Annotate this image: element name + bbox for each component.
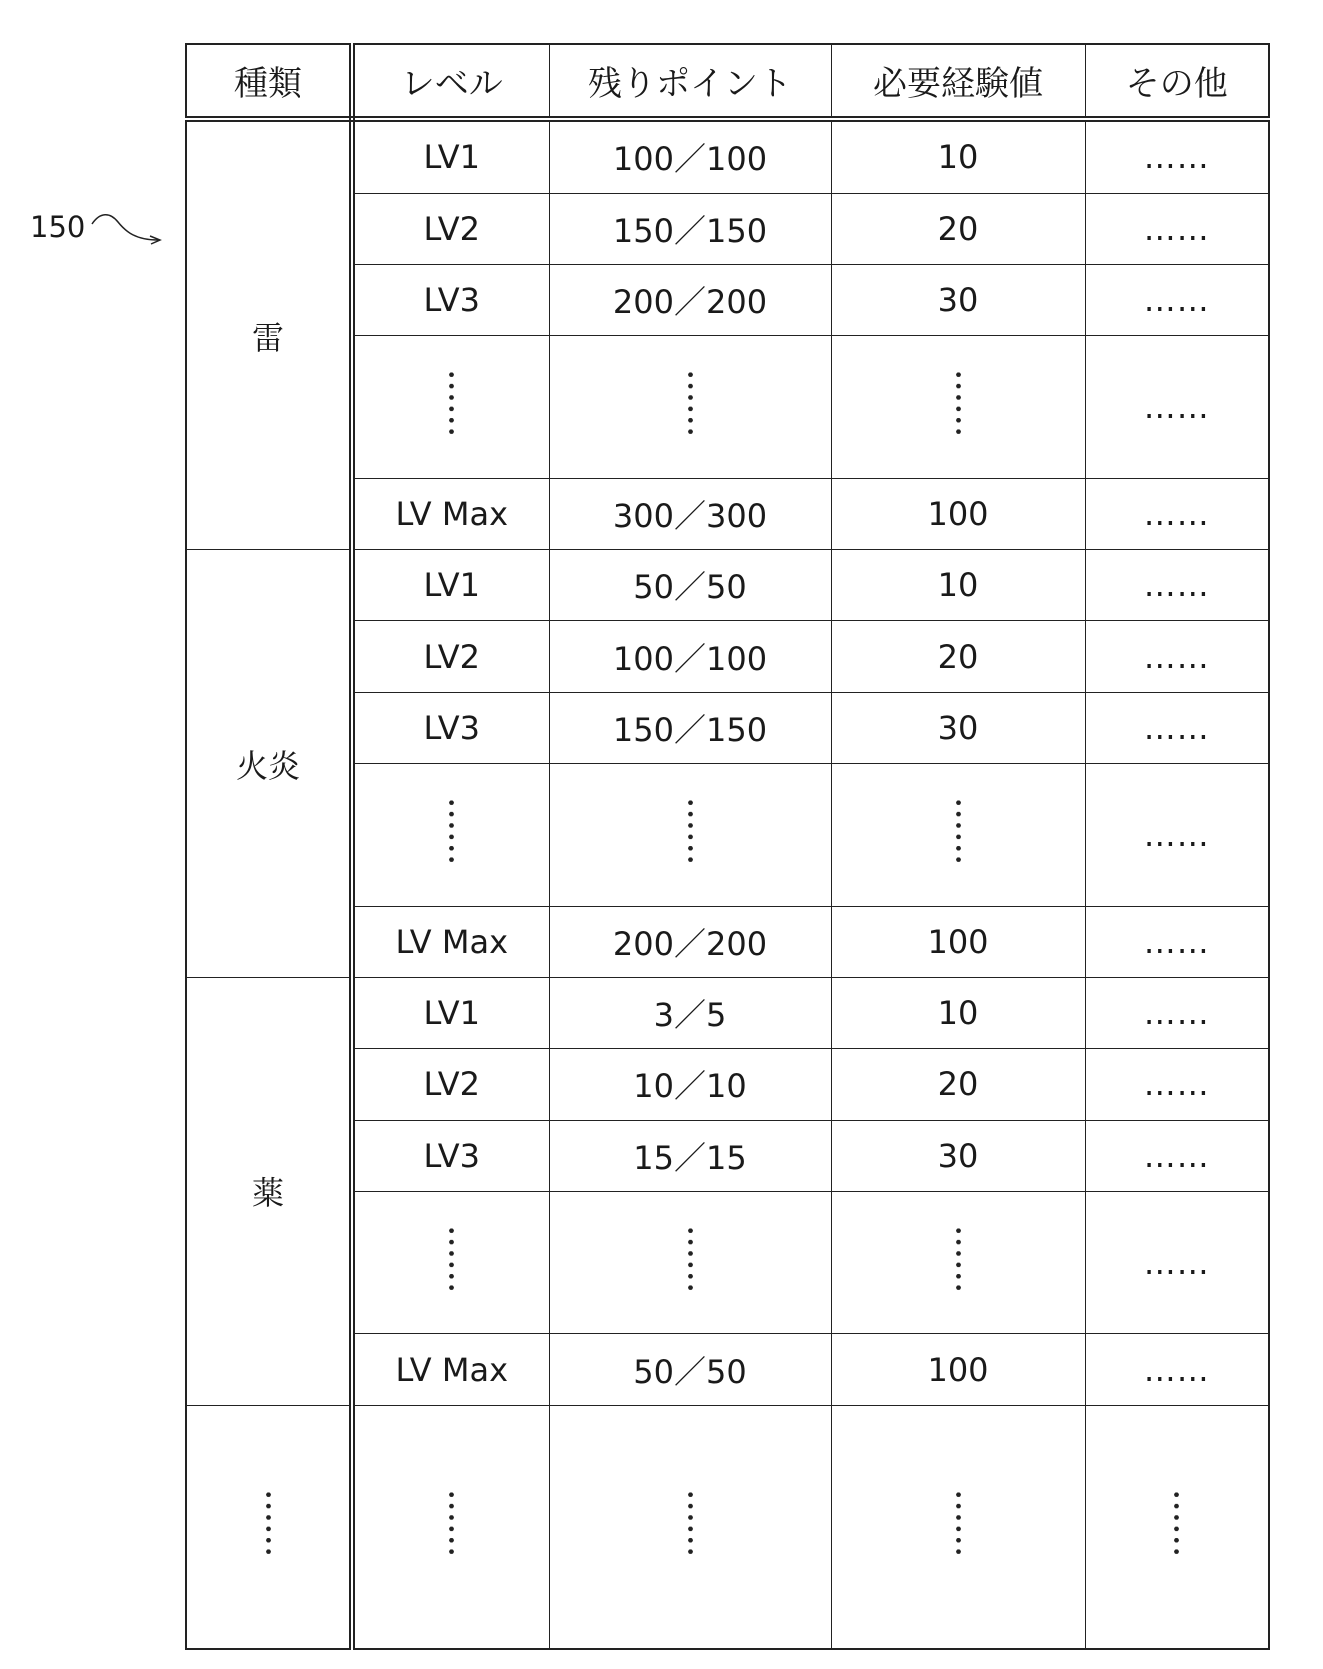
exp-cell: 20 xyxy=(831,621,1085,692)
other-cell: …… xyxy=(1085,478,1269,549)
table-row xyxy=(186,550,1269,621)
continuation-cell xyxy=(549,1405,831,1649)
points-cell: 150／150 xyxy=(549,692,831,763)
other-cell: …… xyxy=(1085,264,1269,335)
exp-cell: 100 xyxy=(831,906,1085,977)
exp-cell: 30 xyxy=(831,1120,1085,1191)
header-row xyxy=(186,44,1269,119)
exp-cell: 100 xyxy=(831,1334,1085,1405)
other-cell: …… xyxy=(1085,1120,1269,1191)
level-cell: LV2 xyxy=(352,193,549,264)
continuation-cell xyxy=(352,1191,549,1334)
continuation-cell xyxy=(549,764,831,907)
continuation-cell xyxy=(352,336,549,479)
continuation-cell xyxy=(352,764,549,907)
continuation-row xyxy=(186,1405,1269,1649)
level-cell: LV2 xyxy=(352,621,549,692)
level-cell: LV1 xyxy=(352,550,549,621)
points-cell: 15／15 xyxy=(549,1120,831,1191)
header-other: その他 xyxy=(1085,44,1269,119)
vertical-ellipsis-icon xyxy=(449,369,454,437)
other-cell: …… xyxy=(1085,1334,1269,1405)
vertical-ellipsis-icon xyxy=(956,797,961,865)
other-cell: …… xyxy=(1085,906,1269,977)
continuation-cell xyxy=(831,1405,1085,1649)
points-cell: 10／10 xyxy=(549,1049,831,1120)
vertical-ellipsis-icon xyxy=(956,1489,961,1557)
points-cell: 50／50 xyxy=(549,550,831,621)
vertical-ellipsis-icon xyxy=(449,797,454,865)
table-row xyxy=(186,119,1269,193)
vertical-ellipsis-icon xyxy=(266,1489,271,1557)
level-cell: LV3 xyxy=(352,692,549,763)
header-required-exp: 必要経験値 xyxy=(831,44,1085,119)
table-row xyxy=(186,977,1269,1048)
other-cell: …… xyxy=(1085,977,1269,1048)
points-cell: 150／150 xyxy=(549,193,831,264)
vertical-ellipsis-icon xyxy=(688,369,693,437)
level-cell: LV Max xyxy=(352,478,549,549)
exp-cell: 20 xyxy=(831,193,1085,264)
other-cell: …… xyxy=(1085,119,1269,193)
other-cell: …… xyxy=(1085,692,1269,763)
header-remaining-points: 残りポイント xyxy=(549,44,831,119)
level-cell: LV Max xyxy=(352,906,549,977)
points-cell: 50／50 xyxy=(549,1334,831,1405)
leader-arrow-icon xyxy=(0,0,180,260)
header-level: レベル xyxy=(352,44,549,119)
other-cell: …… xyxy=(1085,621,1269,692)
other-cell: …… xyxy=(1085,1049,1269,1120)
exp-cell: 30 xyxy=(831,692,1085,763)
level-cell: LV2 xyxy=(352,1049,549,1120)
continuation-cell xyxy=(831,1191,1085,1334)
points-cell: 100／100 xyxy=(549,119,831,193)
vertical-ellipsis-icon xyxy=(449,1489,454,1557)
level-cell: LV3 xyxy=(352,264,549,335)
type-cell: 雷 xyxy=(186,119,352,549)
type-cell: 薬 xyxy=(186,977,352,1405)
other-cell: …… xyxy=(1085,764,1269,907)
other-cell: …… xyxy=(1085,193,1269,264)
continuation-cell xyxy=(352,1405,549,1649)
header-type: 種類 xyxy=(186,44,352,119)
points-cell: 100／100 xyxy=(549,621,831,692)
vertical-ellipsis-icon xyxy=(449,1225,454,1293)
vertical-ellipsis-icon xyxy=(956,1225,961,1293)
continuation-cell xyxy=(831,764,1085,907)
points-cell: 200／200 xyxy=(549,906,831,977)
other-cell: …… xyxy=(1085,336,1269,479)
other-cell: …… xyxy=(1085,1191,1269,1334)
continuation-cell xyxy=(549,336,831,479)
other-cell: …… xyxy=(1085,550,1269,621)
continuation-cell xyxy=(549,1191,831,1334)
vertical-ellipsis-icon xyxy=(688,1489,693,1557)
continuation-cell xyxy=(1085,1405,1269,1649)
points-cell: 200／200 xyxy=(549,264,831,335)
type-cell: 火炎 xyxy=(186,550,352,978)
vertical-ellipsis-icon xyxy=(688,797,693,865)
vertical-ellipsis-icon xyxy=(1174,1489,1179,1557)
exp-cell: 30 xyxy=(831,264,1085,335)
vertical-ellipsis-icon xyxy=(956,369,961,437)
level-cell: LV1 xyxy=(352,119,549,193)
reference-label: 150 xyxy=(30,210,86,244)
points-cell: 3／5 xyxy=(549,977,831,1048)
points-cell: 300／300 xyxy=(549,478,831,549)
level-cell: LV3 xyxy=(352,1120,549,1191)
continuation-cell xyxy=(831,336,1085,479)
exp-cell: 100 xyxy=(831,478,1085,549)
continuation-cell xyxy=(186,1405,352,1649)
level-table xyxy=(185,43,1270,1650)
exp-cell: 10 xyxy=(831,550,1085,621)
exp-cell: 20 xyxy=(831,1049,1085,1120)
level-cell: LV1 xyxy=(352,977,549,1048)
exp-cell: 10 xyxy=(831,119,1085,193)
level-cell: LV Max xyxy=(352,1334,549,1405)
exp-cell: 10 xyxy=(831,977,1085,1048)
vertical-ellipsis-icon xyxy=(688,1225,693,1293)
